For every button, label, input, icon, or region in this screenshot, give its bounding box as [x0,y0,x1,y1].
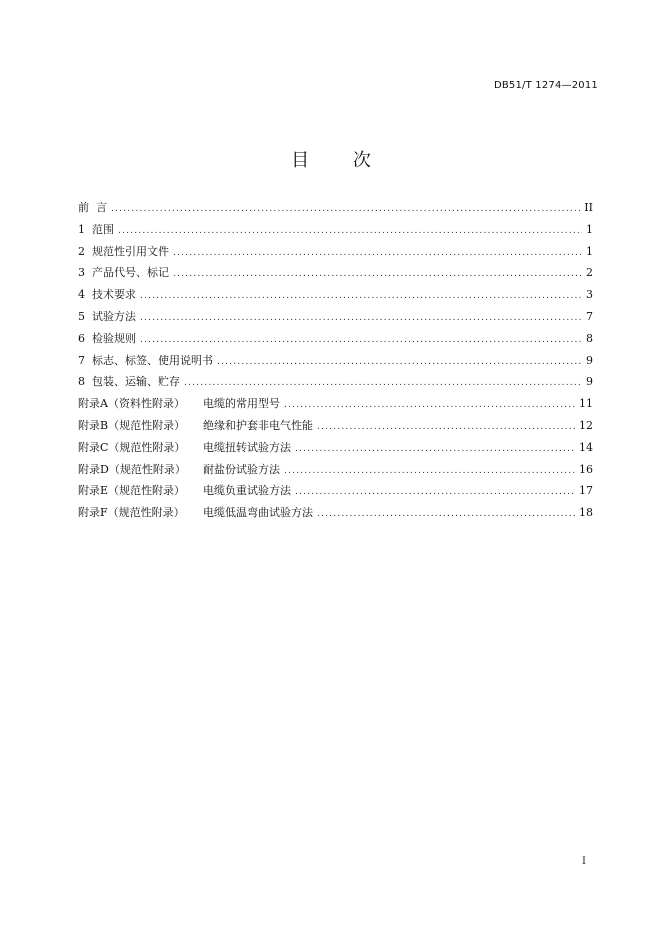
appendix-title: 电缆扭转试验方法 [203,440,291,454]
toc-entry-label: 2 规范性引用文件 [78,244,169,258]
toc-dot-leader [295,439,575,461]
document-code: DB51/T 1274—2011 [493,80,598,91]
toc-entry-label: 5 试验方法 [78,309,136,323]
toc-entry-foreword[interactable] [78,197,593,219]
toc-entry-label: 前 言 [78,201,107,214]
toc-entry-appendix-b[interactable] [78,415,593,437]
toc-entry-page: 9 [586,375,593,389]
toc-dot-leader [317,504,575,526]
toc-dot-leader [140,286,582,308]
toc-entry-appendix-a[interactable] [78,393,593,415]
appendix-title: 绝缘和护套非电气性能 [203,418,313,432]
toc-entry-appendix-f[interactable] [78,502,593,524]
toc-dot-leader [317,417,575,439]
appendix-title: 电缆的常用型号 [203,397,280,411]
page-number: I [582,856,586,867]
appendix-code: 附录E（规范性附录） [78,484,186,498]
appendix-code: 附录C（规范性附录） [78,440,186,454]
appendix-title: 耐盐份试验方法 [203,462,280,476]
toc-entry-4[interactable] [78,284,593,306]
toc-entry-page: 3 [586,288,593,302]
table-of-contents [78,197,593,524]
toc-dot-leader [173,243,582,265]
toc-dot-leader [217,352,582,374]
toc-entry-page: 18 [579,506,593,520]
toc-entry-8[interactable] [78,371,593,393]
toc-entry-page: 17 [579,484,593,498]
toc-entry-page: 1 [586,244,593,258]
toc-entry-page: II [584,201,593,214]
toc-dot-leader [140,308,582,330]
toc-entry-page: 2 [586,266,593,280]
toc-entry-page: 11 [579,397,593,411]
toc-dot-leader [284,395,575,417]
toc-entry-appendix-c[interactable] [78,437,593,459]
title-char-2: 次 [352,150,371,171]
toc-entry-3[interactable] [78,262,593,284]
toc-dot-leader [295,482,575,504]
toc-dot-leader [111,199,580,221]
toc-entry-5[interactable] [78,306,593,328]
toc-dot-leader [284,461,575,483]
page-title [0,146,662,172]
toc-entry-page: 9 [586,353,593,367]
appendix-code: 附录A（资料性附录） [78,397,185,411]
toc-entry-label: 6 检验规则 [78,331,136,345]
toc-entry-label [78,415,313,437]
toc-entry-label: 4 技术要求 [78,288,136,302]
toc-entry-page: 12 [579,418,593,432]
toc-entry-label [78,459,280,481]
toc-entry-appendix-e[interactable] [78,480,593,502]
toc-dot-leader [184,373,582,395]
toc-entry-label [78,437,291,459]
toc-dot-leader [173,264,582,286]
toc-entry-page: 1 [586,222,593,236]
toc-entry-label: 8 包装、运输、贮存 [78,375,180,389]
toc-entry-page: 8 [586,331,593,345]
toc-entry-label [78,502,313,524]
toc-entry-7[interactable] [78,350,593,372]
toc-entry-appendix-d[interactable] [78,459,593,481]
title-char-1: 目 [291,150,310,171]
toc-entry-label [78,480,291,502]
toc-entry-label [78,393,280,415]
toc-entry-page: 14 [579,440,593,454]
toc-dot-leader [140,330,582,352]
appendix-code: 附录B（规范性附录） [78,418,186,432]
toc-entry-1[interactable] [78,219,593,241]
appendix-code: 附录D（规范性附录） [78,462,186,476]
toc-entry-label: 7 标志、标签、使用说明书 [78,353,213,367]
toc-entry-6[interactable] [78,328,593,350]
toc-dot-leader [118,221,582,243]
appendix-title: 电缆负重试验方法 [203,484,291,498]
toc-entry-label: 3 产品代号、标记 [78,266,169,280]
toc-entry-label: 1 范围 [78,222,114,236]
toc-entry-page: 16 [579,462,593,476]
appendix-code: 附录F（规范性附录） [78,506,185,520]
toc-entry-2[interactable] [78,241,593,263]
appendix-title: 电缆低温弯曲试验方法 [203,506,313,520]
toc-entry-page: 7 [586,309,593,323]
